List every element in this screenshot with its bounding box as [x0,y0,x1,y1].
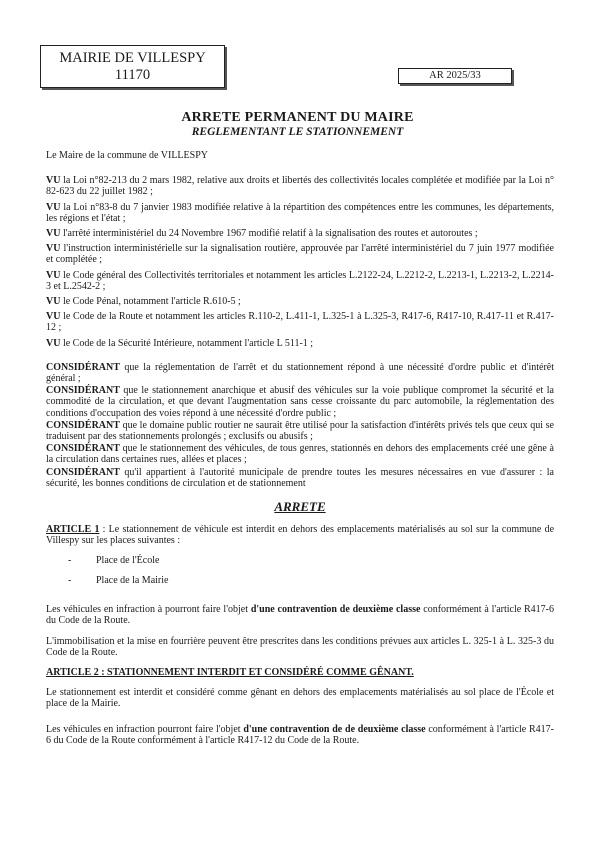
considerant-item: CONSIDÉRANT que le stationnement des véhicules, de tous genres, stationnés en dehors des emplacements créé une gêne à la circulation dans certaines rues, allées et places ; [46,443,554,466]
vu-item: VU l'instruction interministérielle sur la signalisation routière, approuvée par l'arrêté interministériel du 7 juin 1977 modifiée et complétée ; [46,243,554,266]
reference-number: AR 2025/33 [429,70,481,81]
vu-item: VU le Code de la Sécurité Intérieure, notamment l'article L 511-1 ; [46,337,314,349]
vu-item: VU le Code Pénal, notamment l'article R.610-5 ; [46,296,241,308]
considerant-item: CONSIDÉRANT que le domaine public routier ne saurait être utilisé pour la satisfaction d'intérêts privés tels que ceux qui se traduisent par des stationnements prolongés ; exclusifs ou abusifs ; [46,419,554,443]
article-2-paragraph: Le stationnement est interdit et considéré comme gênant en dehors des emplacements matérialisés au sol place de l'École et place de la Mairie. [46,687,554,710]
article-1-fourriere: L'immobilisation et la mise en fourrière peuvent être prescrites dans les conditions prévues aux articles L. 325-1 à L. 325-3 du Code de la Route. [46,635,554,658]
article-1-paragraph: ARTICLE 1 : Le stationnement de véhicule est interdit en dehors des emplacements matérialisés au sol sur la commune de Villespy sur les places suivantes : [46,524,555,547]
vu-item: VU la Loi n°83-8 du 7 janvier 1983 modifiée relative à la répartition des compétences entre les communes, les départements, les régions et l'état ; [46,201,554,224]
place-item: - Place de la Mairie [46,575,554,586]
places-list [46,555,554,586]
article-1-sanction: Les véhicules en infraction à pourront faire l'objet d'une contravention de deuxième classe conformément à l'article R417-6 du Code de la Route. [46,604,555,627]
considerant-item: CONSIDÉRANT que la réglementation de l'arrêt et du stationnement répond à une nécessité d'ordre public et d'intérêt général ; [46,361,554,385]
postal-code: 11170 [114,67,151,83]
document-title: ARRETE PERMANENT DU MAIRE [181,110,414,125]
arrete-heading: ARRETE [274,499,326,515]
considerant-list [46,362,554,489]
vu-item: VU le Code général des Collectivités territoriales et notamment les articles L.2122-24, L.2212-2, L.2213-1, L.2213-2, L.2214-3 et L.2542-2 ; [46,269,554,292]
considerant-item: CONSIDÉRANT que le stationnement anarchique et abusif des véhicules sur la voie publique compromet la sécurité et la commodité de la circulation, et que devant l'augmentation sans cesse croissante du parc automobile, la réglementation des conditions d'occupation des voies répond à une nécessité d'ordre public ; [46,385,554,419]
vu-item: VU l'arrêté interministériel du 24 Novembre 1967 modifié relatif à la signalisation des routes et autoroutes ; [46,228,478,240]
considerant-item: CONSIDÉRANT qu'il appartient à l'autorité municipale de prendre toutes les mesures nécessaires en vue d'assurer : la sécurité, les bonnes conditions de circulation et de stationnement [46,466,554,489]
article-2-sanction: Les véhicules en infraction pourront faire l'objet d'une contravention de de deuxième classe conformément à l'article R417-6 du Code de la Route conformément à l'article R417-12 du Code de la Route. [46,723,555,746]
place-item: - Place de l'École [46,555,554,566]
article-2-heading: ARTICLE 2 : STATIONNEMENT INTERDIT ET CONSIDÉRÉ COMME GÊNANT. [46,666,414,678]
mairie-name: MAIRIE DE VILLESPY [59,50,206,66]
article-1-heading: ARTICLE 1 [46,524,100,536]
intro-line: Le Maire de la commune de VILLESPY [46,150,208,161]
vu-list [46,175,554,349]
document-body [46,150,554,746]
reference-box [398,68,512,84]
vu-item: VU le Code de la Route et notamment les articles R.110-2, L.411-1, L.325-1 à L.325-3, R417-6, R417-10, R.417-11 et R.417-12 ; [46,311,554,334]
document-subtitle: REGLEMENTANT LE STATIONNEMENT [191,126,404,138]
mairie-header-box [40,45,225,88]
vu-item: VU la Loi n°82-213 du 2 mars 1982, relative aux droits et libertés des collectivités locales complétée et modifiée par la Loi n° 82-623 du 22 juillet 1982 ; [46,175,554,198]
